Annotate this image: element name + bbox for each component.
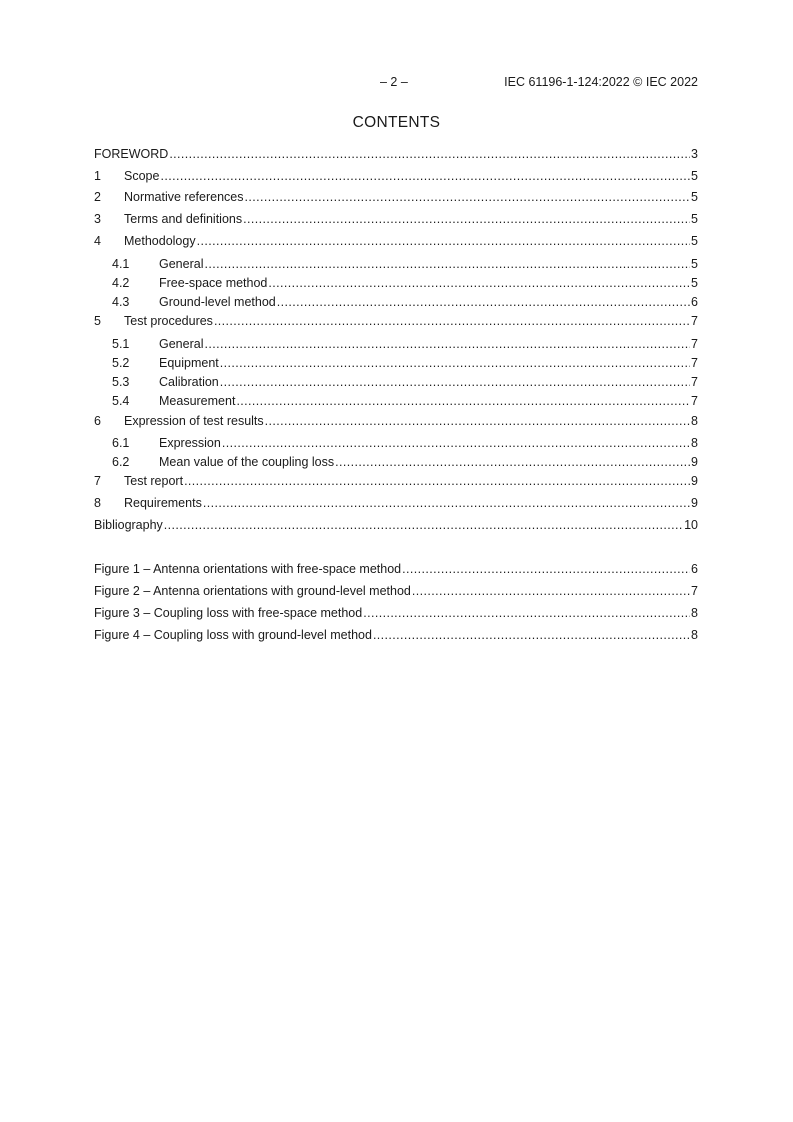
toc-entry-page: 7 xyxy=(691,375,698,389)
toc-entry-scope[interactable] xyxy=(94,168,698,184)
toc-figure-4[interactable] xyxy=(94,627,698,643)
toc-entry-label: Expression of test results xyxy=(124,414,264,428)
toc-entry-foreword[interactable] xyxy=(94,146,698,162)
toc-entry-page: 7 xyxy=(691,394,698,408)
toc-entry-label: Bibliography xyxy=(94,518,163,532)
toc-leader-dots xyxy=(268,275,690,291)
toc-entry-methodology[interactable] xyxy=(94,233,698,249)
toc-entry-5-3-calibration[interactable] xyxy=(94,374,698,390)
toc-entry-label: Test procedures xyxy=(124,314,213,328)
toc-entry-label: Measurement xyxy=(159,394,236,408)
toc-figure-page: 8 xyxy=(691,628,698,642)
page-number: – 2 – xyxy=(380,75,408,89)
toc-entry-page: 10 xyxy=(684,518,698,532)
toc-entry-page: 8 xyxy=(691,414,698,428)
toc-entry-6-2-mean-value[interactable] xyxy=(94,454,698,470)
toc-figure-2[interactable] xyxy=(94,583,698,599)
toc-entry-5-4-measurement[interactable] xyxy=(94,393,698,409)
toc-entry-number: 4.1 xyxy=(112,257,130,271)
toc-entry-number: 6.2 xyxy=(112,455,130,469)
toc-entry-number: 8 xyxy=(94,496,101,510)
toc-entry-label: Scope xyxy=(124,169,160,183)
toc-entry-requirements[interactable] xyxy=(94,495,698,511)
toc-entry-4-2-free-space-method[interactable] xyxy=(94,275,698,291)
toc-leader-dots xyxy=(164,517,683,533)
toc-figure-3[interactable] xyxy=(94,605,698,621)
toc-leader-dots xyxy=(204,336,690,352)
toc-entry-number: 5.4 xyxy=(112,394,130,408)
document-id: IEC 61196-1-124:2022 © IEC 2022 xyxy=(504,75,698,89)
toc-leader-dots xyxy=(220,374,690,390)
toc-entry-page: 9 xyxy=(691,474,698,488)
toc-entry-label: Ground-level method xyxy=(159,295,276,309)
toc-leader-dots xyxy=(245,189,691,205)
toc-entry-page: 3 xyxy=(691,147,698,161)
toc-entry-label: Test report xyxy=(124,474,184,488)
toc-leader-dots xyxy=(204,256,690,272)
toc-leader-dots xyxy=(373,627,690,643)
toc-entry-label: Calibration xyxy=(159,375,219,389)
toc-entry-page: 5 xyxy=(691,190,698,204)
toc-entry-number: 2 xyxy=(94,190,101,204)
toc-figure-page: 7 xyxy=(691,584,698,598)
toc-leader-dots xyxy=(214,313,690,329)
toc-entry-label: Requirements xyxy=(124,496,202,510)
toc-entry-5-1-general[interactable] xyxy=(94,336,698,352)
toc-leader-dots xyxy=(363,605,690,621)
toc-figure-page: 6 xyxy=(691,562,698,576)
toc-leader-dots xyxy=(184,473,690,489)
toc-figure-label: Figure 3 – Coupling loss with free-space method xyxy=(94,606,363,620)
toc-entry-label: Free-space method xyxy=(159,276,268,290)
toc-leader-dots xyxy=(169,146,690,162)
toc-entry-bibliography[interactable] xyxy=(94,517,698,533)
toc-entry-label: Terms and definitions xyxy=(124,212,243,226)
toc-figure-1[interactable] xyxy=(94,561,698,577)
toc-entry-label: General xyxy=(159,257,204,271)
toc-entry-number: 7 xyxy=(94,474,101,488)
toc-entry-number: 5 xyxy=(94,314,101,328)
toc-leader-dots xyxy=(277,294,690,310)
toc-entry-page: 9 xyxy=(691,455,698,469)
toc-leader-dots xyxy=(220,355,690,371)
toc-leader-dots xyxy=(243,211,690,227)
toc-entry-label: Mean value of the coupling loss xyxy=(159,455,335,469)
page-title: CONTENTS xyxy=(352,114,441,131)
toc-entry-number: 4.2 xyxy=(112,276,130,290)
toc-entry-terms-and-definitions[interactable] xyxy=(94,211,698,227)
toc-figure-page: 8 xyxy=(691,606,698,620)
toc-leader-dots xyxy=(160,168,690,184)
toc-entry-page: 8 xyxy=(691,436,698,450)
toc-figure-label: Figure 4 – Coupling loss with ground-level method xyxy=(94,628,372,642)
toc-entry-number: 6.1 xyxy=(112,436,130,450)
toc-leader-dots xyxy=(412,583,690,599)
toc-figure-label: Figure 2 – Antenna orientations with ground-level method xyxy=(94,584,411,598)
toc-entry-expression-of-test-results[interactable] xyxy=(94,413,698,429)
toc-entry-page: 5 xyxy=(691,276,698,290)
toc-entry-page: 9 xyxy=(691,496,698,510)
toc-entry-normative-references[interactable] xyxy=(94,189,698,205)
toc-entry-page: 7 xyxy=(691,337,698,351)
toc-leader-dots xyxy=(265,413,690,429)
toc-entry-number: 3 xyxy=(94,212,101,226)
toc-entry-page: 7 xyxy=(691,314,698,328)
toc-leader-dots xyxy=(203,495,690,511)
toc-entry-label: Normative references xyxy=(124,190,244,204)
toc-entry-number: 4 xyxy=(94,234,101,248)
toc-leader-dots xyxy=(335,454,690,470)
toc-entry-5-2-equipment[interactable] xyxy=(94,355,698,371)
toc-figure-label: Figure 1 – Antenna orientations with free-space method xyxy=(94,562,402,576)
toc-entry-page: 7 xyxy=(691,356,698,370)
toc-entry-page: 5 xyxy=(691,257,698,271)
toc-leader-dots xyxy=(197,233,690,249)
toc-entry-test-report[interactable] xyxy=(94,473,698,489)
toc-entry-test-procedures[interactable] xyxy=(94,313,698,329)
toc-entry-page: 5 xyxy=(691,169,698,183)
toc-entry-6-1-expression[interactable] xyxy=(94,435,698,451)
toc-entry-4-3-ground-level-method[interactable] xyxy=(94,294,698,310)
toc-entry-number: 5.2 xyxy=(112,356,130,370)
toc-entry-4-1-general[interactable] xyxy=(94,256,698,272)
toc-entry-page: 6 xyxy=(691,295,698,309)
toc-leader-dots xyxy=(402,561,690,577)
page-header xyxy=(94,75,698,93)
toc-leader-dots xyxy=(222,435,690,451)
toc-entry-number: 6 xyxy=(94,414,101,428)
toc-leader-dots xyxy=(236,393,690,409)
toc-entry-number: 1 xyxy=(94,169,101,183)
toc-entry-number: 5.1 xyxy=(112,337,130,351)
toc-entry-label: Equipment xyxy=(159,356,219,370)
toc-entry-number: 5.3 xyxy=(112,375,130,389)
toc-entry-number: 4.3 xyxy=(112,295,130,309)
toc-entry-label: General xyxy=(159,337,204,351)
toc-entry-label: Expression xyxy=(159,436,221,450)
toc-entry-label: Methodology xyxy=(124,234,196,248)
toc-entry-page: 5 xyxy=(691,212,698,226)
toc-entry-page: 5 xyxy=(691,234,698,248)
toc-entry-label: FOREWORD xyxy=(94,147,169,161)
